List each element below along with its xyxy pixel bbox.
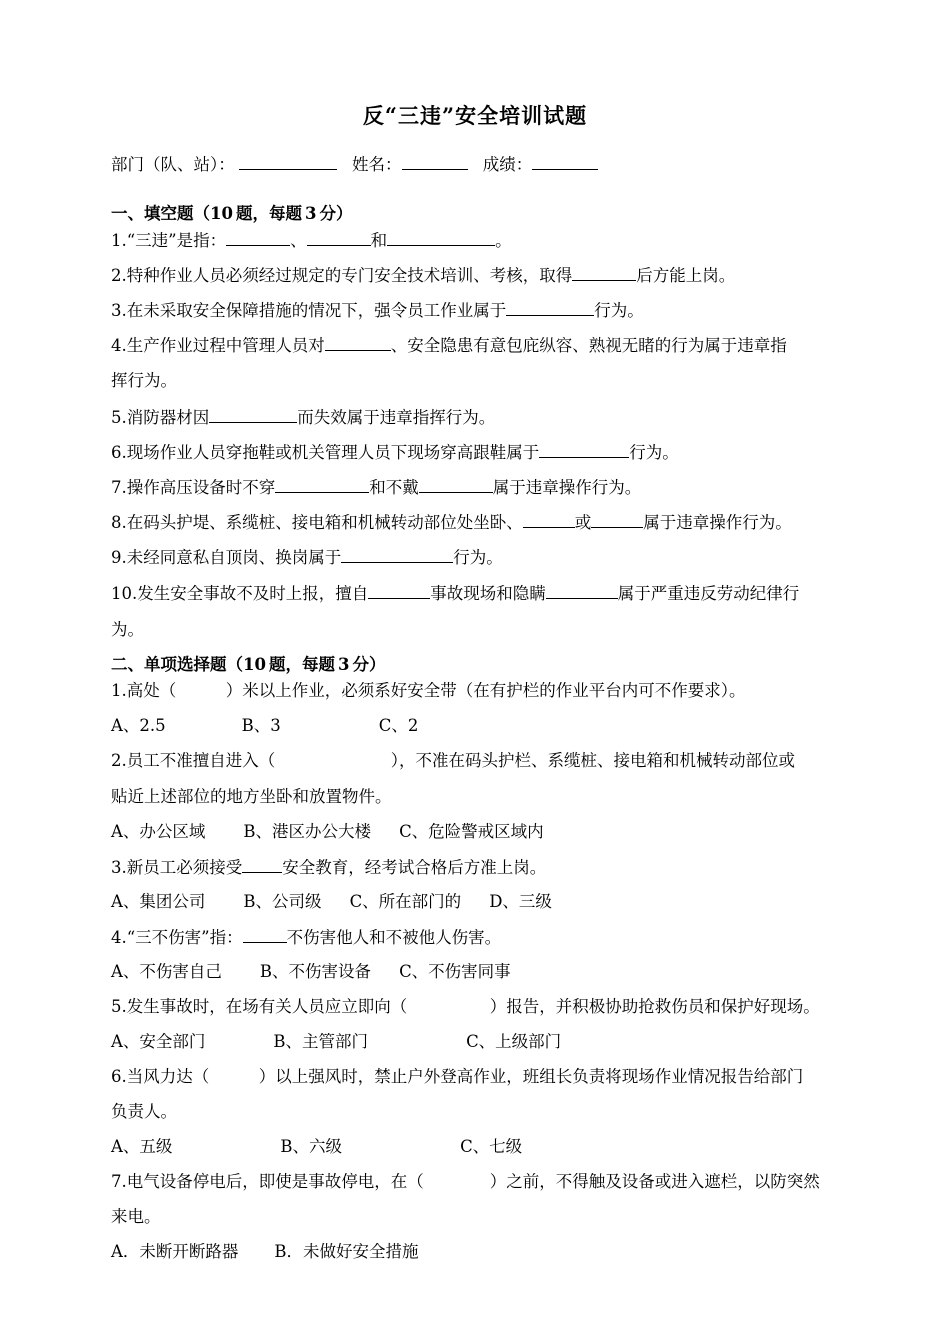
s1-q7-text-c: 属于违章操作行为。 <box>492 478 642 497</box>
s2-q4-text-a: 4.“三不伤害”指： <box>111 928 243 947</box>
s2-q4-option-a[interactable]: A、不伤害自己 <box>111 962 222 981</box>
s2-q4-option-b[interactable]: B、不伤害设备 <box>259 962 372 981</box>
s1-q1-text-b: 、 <box>290 231 307 250</box>
s2-q3-option-a[interactable]: A、集团公司 <box>111 892 206 911</box>
section1-heading <box>111 203 352 225</box>
s1-q4 <box>111 334 787 357</box>
s2-q3-text-b: 安全教育，经考试合格后方准上岗。 <box>282 858 547 877</box>
s2-q1-option-b[interactable]: B、3 <box>241 716 281 735</box>
s2-q3-blank[interactable] <box>242 856 282 873</box>
page-title: 反“三违”安全培训试题 <box>362 103 588 128</box>
section2-heading-e: 分） <box>352 655 386 674</box>
s1-q6-blank[interactable] <box>539 441 629 458</box>
s2-q4 <box>111 926 501 949</box>
s2-q7-option-a[interactable]: A．未断开断路器 <box>111 1242 239 1261</box>
section2-heading <box>111 654 385 676</box>
s2-q7: 7.电气设备停电后，即使是事故停电，在（ ）之前，不得触及设备或进入遮栏，以防突然 <box>111 1172 820 1191</box>
s1-q9-blank[interactable] <box>341 546 453 563</box>
s1-q5-text-b: 而失效属于违章指挥行为。 <box>297 408 496 427</box>
s1-q1-text-a: 1.“三违”是指： <box>111 231 227 250</box>
s2-q6-options <box>111 1136 522 1158</box>
s1-q4-cont: 挥行为。 <box>111 371 177 390</box>
dept-label: 部门（队、站）： <box>111 155 235 174</box>
s1-q3 <box>111 299 644 322</box>
section1-heading-e: 分） <box>319 204 353 223</box>
name-label: 姓名： <box>352 155 402 174</box>
s1-q8 <box>111 511 792 534</box>
name-blank[interactable] <box>402 153 468 170</box>
section2-heading-d: 3 <box>337 655 350 674</box>
s1-q9-text-b: 行为。 <box>453 548 503 567</box>
s1-q1 <box>111 229 512 252</box>
s1-q5-blank[interactable] <box>209 406 297 423</box>
s1-q3-blank[interactable] <box>506 299 594 316</box>
s2-q6-option-a[interactable]: A、五级 <box>111 1137 173 1156</box>
s2-q1-option-a[interactable]: A、2.5 <box>111 716 166 735</box>
s1-q2-text-b: 后方能上岗。 <box>636 266 736 285</box>
s1-q2 <box>111 264 735 287</box>
s1-q7-text-a: 7.操作高压设备时不穿 <box>111 478 276 497</box>
s2-q6: 6.当风力达（ ）以上强风时，禁止户外登高作业，班组长负责将现场作业情况报告给部门 <box>111 1067 804 1086</box>
s1-q1-blank-1[interactable] <box>226 229 290 246</box>
s1-q3-text-a: 3.在未采取安全保障措施的情况下，强令员工作业属于 <box>111 301 507 320</box>
s1-q6-text-b: 行为。 <box>629 443 679 462</box>
s2-q2: 2.员工不准擅自进入（ ），不准在码头护栏、系缆桩、接电箱和机械转动部位或 <box>111 751 795 770</box>
s2-q4-blank[interactable] <box>243 926 287 943</box>
s1-q10-text-c: 属于严重违反劳动纪律行 <box>617 584 800 603</box>
score-blank[interactable] <box>532 153 598 170</box>
s1-q10-text-a: 10.发生安全事故不及时上报，擅自 <box>111 584 369 603</box>
s2-q7-options <box>111 1241 419 1263</box>
s1-q10-blank-2[interactable] <box>546 582 618 599</box>
s1-q4-text-a: 4.生产作业过程中管理人员对 <box>111 336 325 355</box>
s2-q1-options <box>111 715 418 737</box>
s1-q9 <box>111 546 503 569</box>
s2-q3-option-d[interactable]: D、三级 <box>489 892 552 911</box>
s2-q2-option-a[interactable]: A、办公区域 <box>111 822 206 841</box>
s2-q6-option-b[interactable]: B、六级 <box>280 1137 343 1156</box>
s2-q1: 1.高处（ ）米以上作业，必须系好安全带（在有护栏的作业平台内可不作要求）。 <box>111 681 746 700</box>
s1-q7-blank-2[interactable] <box>419 476 493 493</box>
s1-q5 <box>111 406 495 429</box>
s1-q8-blank-1[interactable] <box>523 511 575 528</box>
s2-q6-option-c[interactable]: C、七级 <box>460 1137 523 1156</box>
s2-q3-options <box>111 891 552 913</box>
s2-q7-cont: 来电。 <box>111 1207 161 1226</box>
s1-q2-text-a: 2.特种作业人员必须经过规定的专门安全技术培训、考核，取得 <box>111 266 573 285</box>
s1-q4-text-b: 、安全隐患有意包庇纵容、熟视无睹的行为属于违章指 <box>390 336 787 355</box>
header-info <box>111 153 598 176</box>
s1-q7 <box>111 476 641 499</box>
s1-q5-text-a: 5.消防器材因 <box>111 408 210 427</box>
s2-q5-option-c[interactable]: C、上级部门 <box>466 1032 562 1051</box>
s1-q4-blank[interactable] <box>325 334 391 351</box>
s1-q8-text-b: 或 <box>574 513 592 532</box>
section1-heading-a: 一、填空题（ <box>111 204 210 223</box>
section2-heading-b: 10 <box>243 655 266 674</box>
s2-q5-option-a[interactable]: A、安全部门 <box>111 1032 206 1051</box>
s1-q6-text-a: 6.现场作业人员穿拖鞋或机关管理人员下现场穿高跟鞋属于 <box>111 443 540 462</box>
s2-q6-cont: 负责人。 <box>111 1102 177 1121</box>
s2-q5-options <box>111 1031 561 1053</box>
s2-q5-option-b[interactable]: B、主管部门 <box>273 1032 369 1051</box>
s1-q10 <box>111 582 799 605</box>
s2-q3 <box>111 856 546 879</box>
s1-q8-text-c: 属于违章操作行为。 <box>643 513 792 532</box>
s2-q4-option-c[interactable]: C、不伤害同事 <box>399 962 511 981</box>
s2-q2-option-c[interactable]: C、危险警戒区域内 <box>399 822 544 841</box>
s1-q7-text-b: 和不戴 <box>369 478 419 497</box>
section2-heading-c: 题，每题 <box>268 655 335 674</box>
s1-q2-blank[interactable] <box>572 264 636 281</box>
section1-heading-b: 10 <box>210 204 233 223</box>
s1-q9-text-a: 9.未经同意私自顶岗、换岗属于 <box>111 548 342 567</box>
s1-q1-blank-3[interactable] <box>387 229 495 246</box>
s2-q2-options <box>111 821 544 843</box>
s2-q2-cont: 贴近上述部位的地方坐卧和放置物件。 <box>111 787 392 806</box>
s2-q2-option-b[interactable]: B、港区办公大楼 <box>243 822 372 841</box>
score-label: 成绩： <box>482 155 533 174</box>
s2-q4-text-b: 不伤害他人和不被他人伤害。 <box>286 928 502 947</box>
dept-blank[interactable] <box>239 153 337 170</box>
s2-q3-option-c[interactable]: C、所在部门的 <box>349 892 462 911</box>
s1-q1-text-c: 和 <box>370 231 388 250</box>
s1-q7-blank-1[interactable] <box>275 476 369 493</box>
s1-q3-text-b: 行为。 <box>594 301 644 320</box>
s2-q5: 5.发生事故时，在场有关人员应立即向（ ）报告，并积极协助抢救伤员和保护好现场。 <box>111 997 820 1016</box>
section1-heading-d: 3 <box>304 204 317 223</box>
s1-q1-text-d: 。 <box>495 231 512 250</box>
section2-heading-a: 二、单项选择题（ <box>111 655 243 674</box>
s1-q8-text-a: 8.在码头护堤、系缆桩、接电箱和机械转动部位处坐卧、 <box>111 513 523 532</box>
section1-heading-c: 题，每题 <box>235 204 302 223</box>
s1-q6 <box>111 441 679 464</box>
s1-q1-blank-2[interactable] <box>307 229 371 246</box>
s2-q4-options <box>111 961 511 983</box>
s2-q3-text-a: 3.新员工必须接受 <box>111 858 243 877</box>
s1-q10-blank-1[interactable] <box>368 582 430 599</box>
s1-q8-blank-2[interactable] <box>591 511 643 528</box>
s2-q7-option-b[interactable]: B．未做好安全措施 <box>274 1242 419 1261</box>
s1-q10-cont: 为。 <box>111 620 144 639</box>
s2-q3-option-b[interactable]: B、公司级 <box>243 892 322 911</box>
s1-q10-text-b: 事故现场和隐瞒 <box>430 584 546 603</box>
s2-q1-option-c[interactable]: C、2 <box>378 716 419 735</box>
